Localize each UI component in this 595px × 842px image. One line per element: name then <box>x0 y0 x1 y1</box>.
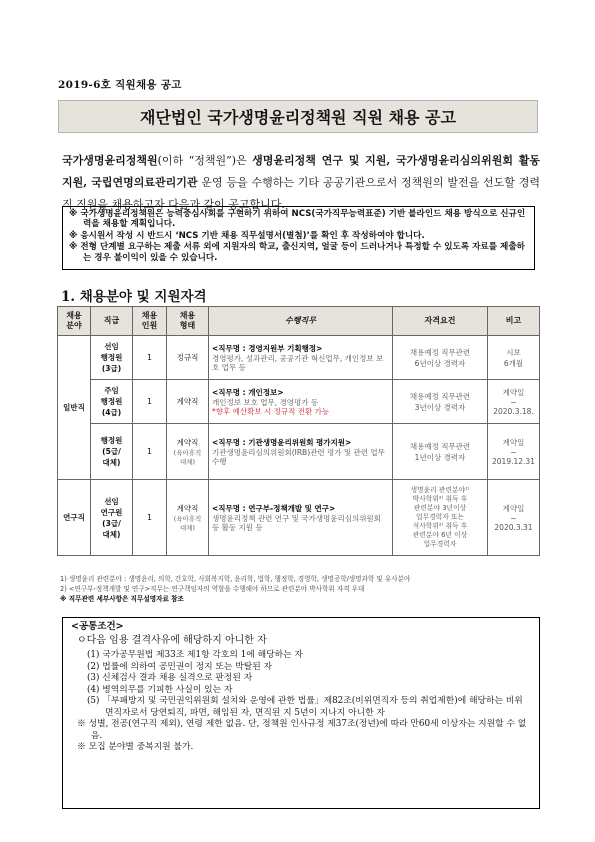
grade-cell: 행정원 (5급/ 대체) <box>91 424 133 480</box>
intro-org: 국가생명윤리정책원 <box>62 154 158 167</box>
col-header-count: 채용 인원 <box>133 307 167 336</box>
recruitment-table <box>57 306 540 556</box>
list-item: (5) 「부패방지 및 국민권익위원회 설치와 운영에 관한 법률」제82조(비위면직자 등의 취업제한)에 해당하는 비위면직자로서 당연퇴직, 파면, 해임된 자, 면직된 지 5년이 지나지 아니한 자 <box>87 696 523 718</box>
duty-title: <직무명 : 경영지원부 기획행정> <box>212 343 323 353</box>
table-header-row <box>58 307 540 336</box>
table-row <box>58 336 540 380</box>
grade-cell: 선임 행정원 (3급) <box>91 336 133 380</box>
col-header-duty: 수행직무 <box>209 307 393 336</box>
qualification-cell: 채용예정 직무관련 6년이상 경력자 <box>393 336 488 380</box>
common-note: ※ 성별, 전공(연구직 제외), 연령 제한 없음. 단, 정책원 인사규정 제37조(정년)에 따라 만60세 이상자는 지원할 수 없음. <box>77 719 527 741</box>
qualification-cell: 채용예정 직무관련 1년이상 경력자 <box>393 424 488 480</box>
table-row <box>58 380 540 424</box>
list-item: (3) 신체검사 결과 채용 실격으로 판정된 자 <box>87 673 253 683</box>
duty-body: 경영평가, 성과관리, 공공기관 혁신업무, 개인정보 보호 업무 등 <box>212 353 384 372</box>
duty-remark: *향후 예산확보 시 정규직 전환 가능 <box>212 407 330 416</box>
title-banner <box>58 100 538 133</box>
duty-cell <box>209 480 393 556</box>
table-footnotes <box>60 574 540 604</box>
type-note: (육아휴직 대체) <box>173 449 202 466</box>
col-header-note: 비고 <box>488 307 540 336</box>
intro-part1: (이하 “정책원”)은 <box>157 154 253 167</box>
footnote-reference: ※ 직무관련 세부사항은 직무설명자료 참조 <box>60 595 184 603</box>
duty-body: 생명윤리정책 관련 연구 및 국가생명윤리심의위원회 등 활동 지원 등 <box>212 513 381 532</box>
duty-body: 개인정보 보호 업무, 경영평가 등 <box>212 397 319 407</box>
list-item: (1) 국가공무원법 제33조 제1항 각호의 1에 해당하는 자 <box>87 650 303 660</box>
note-cell: 계약일 ~ 2020.3.31 <box>488 480 540 556</box>
footnote: 1) 생명윤리 관련분야 : 생명윤리, 의학, 간호학, 사회복지학, 윤리학, 법학, 행정학, 경영학, 생명공학/생명과학 및 유사분야 <box>60 575 411 583</box>
notice-item: ※ 응시원서 작성 시 반드시 ‘NCS 기반 채용 직무설명서(별첨)’를 확인 후 작성하여야 합니다. <box>69 230 425 241</box>
common-note: ※ 모집 분야별 중복지원 불가. <box>77 742 194 752</box>
intro-mission: 생명윤리정책 연구 및 지원, 국가생명윤리심의위원회 활동 지원, 국립연명의료관리기관 <box>62 154 540 189</box>
type-cell: 계약직 (육아휴직 대체) <box>167 480 209 556</box>
type-cell: 정규직 <box>167 336 209 380</box>
count-cell: 1 <box>133 424 167 480</box>
col-header-grade: 직급 <box>91 307 133 336</box>
list-item: (2) 법률에 의하여 공민권이 정지 또는 박탈된 자 <box>87 661 272 672</box>
note-cell: 계약일 ~ 2020.3.18. <box>488 380 540 424</box>
common-header: <공통조건> <box>71 621 124 632</box>
notice-item: ※ 전형 단계별 요구하는 제출 서류 외에 지원자의 학교, 출신지역, 얼굴 등이 드러나거나 특정할 수 있도록 자료를 제출하는 경우 불이익이 있을 수 있습니다. <box>69 242 525 263</box>
table-row <box>58 424 540 480</box>
notice-item: ※ 국가생명윤리정책원은 능력중심사회를 구현하기 위하여 NCS(국가직무능력표준) 기반 블라인드 채용 방식으로 신규인력을 채용할 계획입니다. <box>69 209 526 230</box>
common-conditions-box <box>62 617 540 809</box>
count-cell: 1 <box>133 336 167 380</box>
duty-title: <직무명 : 개인정보> <box>212 387 284 397</box>
qualification-cell: 채용예정 직무관련 3년이상 경력자 <box>393 380 488 424</box>
group-general: 일반직 <box>58 336 91 480</box>
note-cell: 계약일 ~ 2019.12.31 <box>488 424 540 480</box>
footnote: 2) <연구부-정책개발 및 연구>직무는 연구책임자의 역할을 수행해야 하므로 관련분야 박사학위 자격 우대 <box>60 585 365 593</box>
duty-body: 기관생명윤리심의위원회(IRB)관련 평가 및 관련 업무 수행 <box>212 447 385 466</box>
page-title: 재단법인 국가생명윤리정책원 직원 채용 공고 <box>140 108 456 127</box>
list-item: (4) 병역의무를 기피한 사실이 있는 자 <box>87 684 233 695</box>
grade-cell: 주임 행정원 (4급) <box>91 380 133 424</box>
table-row <box>58 480 540 556</box>
disqualification-list <box>71 650 531 719</box>
duty-cell <box>209 424 393 480</box>
notice-box <box>62 206 535 270</box>
qualification-cell: 생명윤리 관련분야¹⁾ 박사학위²⁾ 취득 후 관련분야 3년이상 업무경력자 또는 석사학위²⁾ 취득 후 관련분야 6년 이상 업무경력자 <box>393 480 488 556</box>
duty-title: <직무명 : 연구부-정책개발 및 연구> <box>212 503 336 513</box>
count-cell: 1 <box>133 480 167 556</box>
duty-title: <직무명 : 기관생명윤리위원회 평가지원> <box>212 437 352 447</box>
grade-cell: 선임 연구원 (3급/ 대체) <box>91 480 133 556</box>
duty-cell <box>209 336 393 380</box>
type-note: (육아휴직 대체) <box>173 515 202 532</box>
notice-number: 2019-6호 직원채용 공고 <box>58 79 182 91</box>
section-title: 1. 채용분야 및 지원자격 <box>61 289 207 305</box>
note-cell: 시보 6개월 <box>488 336 540 380</box>
type-cell: 계약직 <box>167 380 209 424</box>
col-header-type: 채용 형태 <box>167 307 209 336</box>
common-lead: ㅇ다음 임용 결격사유에 해당하지 아니한 자 <box>77 635 267 646</box>
count-cell: 1 <box>133 380 167 424</box>
intro-part2: 운영 등을 수행하는 기타 공공기관으로서 정책원의 발전을 선도할 경력직 직원을 채용하고자 다음과 같이 공고합니다. <box>62 176 541 211</box>
duty-cell <box>209 380 393 424</box>
type-cell: 계약직 (육아휴직 대체) <box>167 424 209 480</box>
col-header-qualification: 자격요건 <box>393 307 488 336</box>
group-research: 연구직 <box>58 480 91 556</box>
col-header-field: 채용 분야 <box>58 307 91 336</box>
